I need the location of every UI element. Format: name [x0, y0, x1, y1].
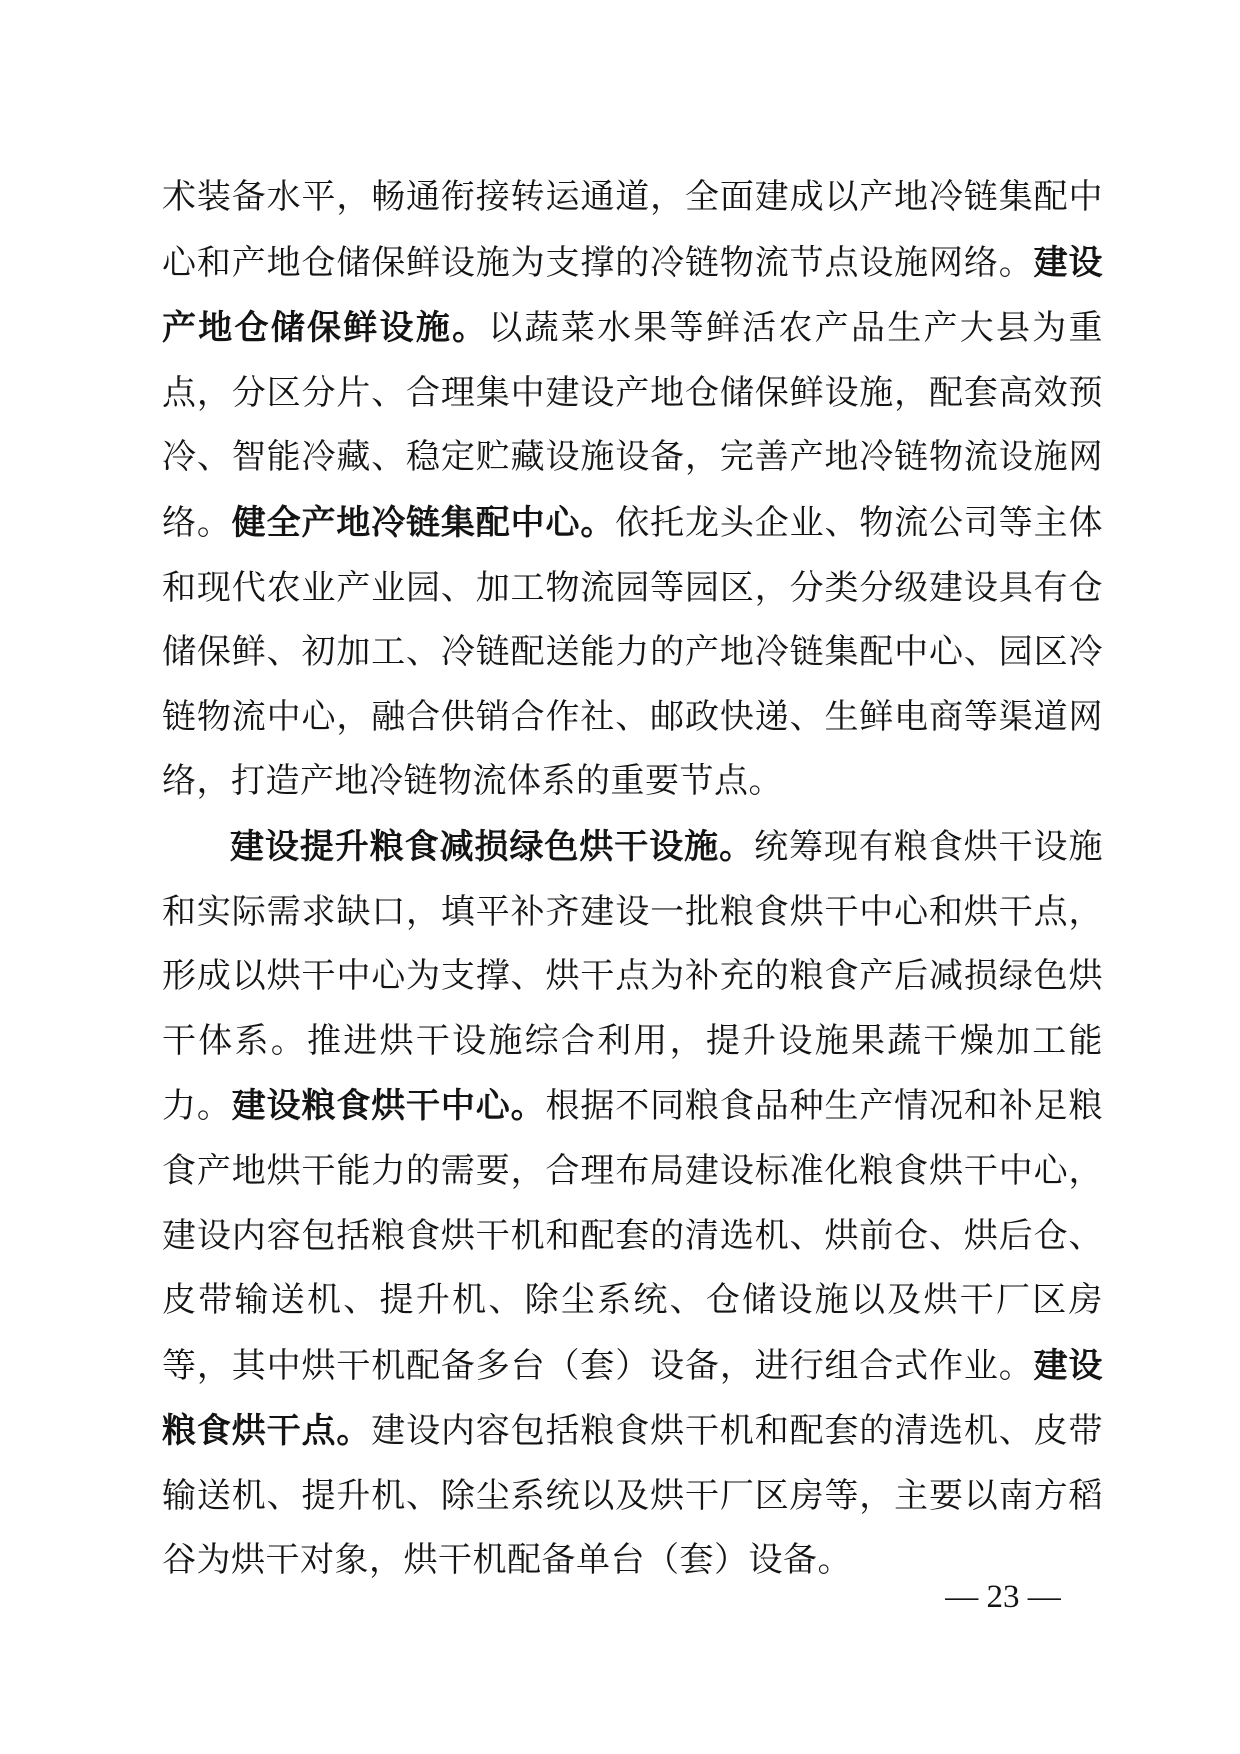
text-run: 统筹现有粮食烘干设施和实际需求缺口，填平补齐建设一批粮食烘干中心和烘干点，形成以烘干中心为支撑、烘干点为补充的粮食产后减损绿色烘干体系。推进烘干设施综合利用，提升设施果蔬干燥加工能力。: [162, 828, 1103, 1126]
bold-heading-run: 建设提升粮食减损绿色烘干设施。: [230, 827, 755, 866]
bold-heading-run: 建设粮食烘干点。: [162, 1346, 1104, 1451]
text-run: 依托龙头企业、物流公司等主体和现代农业产业园、加工物流园等园区，分类分级建设具有仓储保鲜、初加工、冷链配送能力的产地冷链集配中心、园区冷链物流中心，融合供销合作社、邮政快递、生鲜电商等渠道网络，打造产地冷链物流体系的重要节点。: [162, 504, 1104, 801]
text-run: 根据不同粮食品种生产情况和补足粮食产地烘干能力的需要，合理布局建设标准化粮食烘干中心，建设内容包括粮食烘干机和配套的清选机、烘前仓、烘后仓、皮带输送机、提升机、除尘系统、仓储设施以及烘干厂区房等，其中烘干机配备多台（套）设备，进行组合式作业。: [162, 1088, 1104, 1385]
paragraph: [162, 166, 1103, 815]
bold-heading-run: 建设粮食烘干中心。: [231, 1087, 546, 1126]
text-run: 以蔬菜水果等鲜活农产品生产大县为重点，分区分片、合理集中建设产地仓储保鲜设施，配套高效预冷、智能冷藏、稳定贮藏设施设备，完善产地冷链物流设施网络。: [162, 310, 1104, 542]
text-run: 术装备水平，畅通衔接转运通道，全面建成以产地冷链集配中心和产地仓储保鲜设施为支撑的冷链物流节点设施网络。: [162, 179, 1103, 282]
bold-heading-run: 建设产地仓储保鲜设施。: [162, 243, 1104, 348]
page-number: — 23 —: [945, 1579, 1061, 1615]
bold-heading-run: 健全产地冷链集配中心。: [231, 503, 616, 542]
paragraph: [162, 815, 1103, 1594]
document-body: [162, 166, 1103, 1594]
text-run: 建设内容包括粮食烘干机和配套的清选机、皮带输送机、提升机、除尘系统以及烘干厂区房等，主要以南方稻谷为烘干对象，烘干机配备单台（套）设备。: [162, 1413, 1104, 1580]
